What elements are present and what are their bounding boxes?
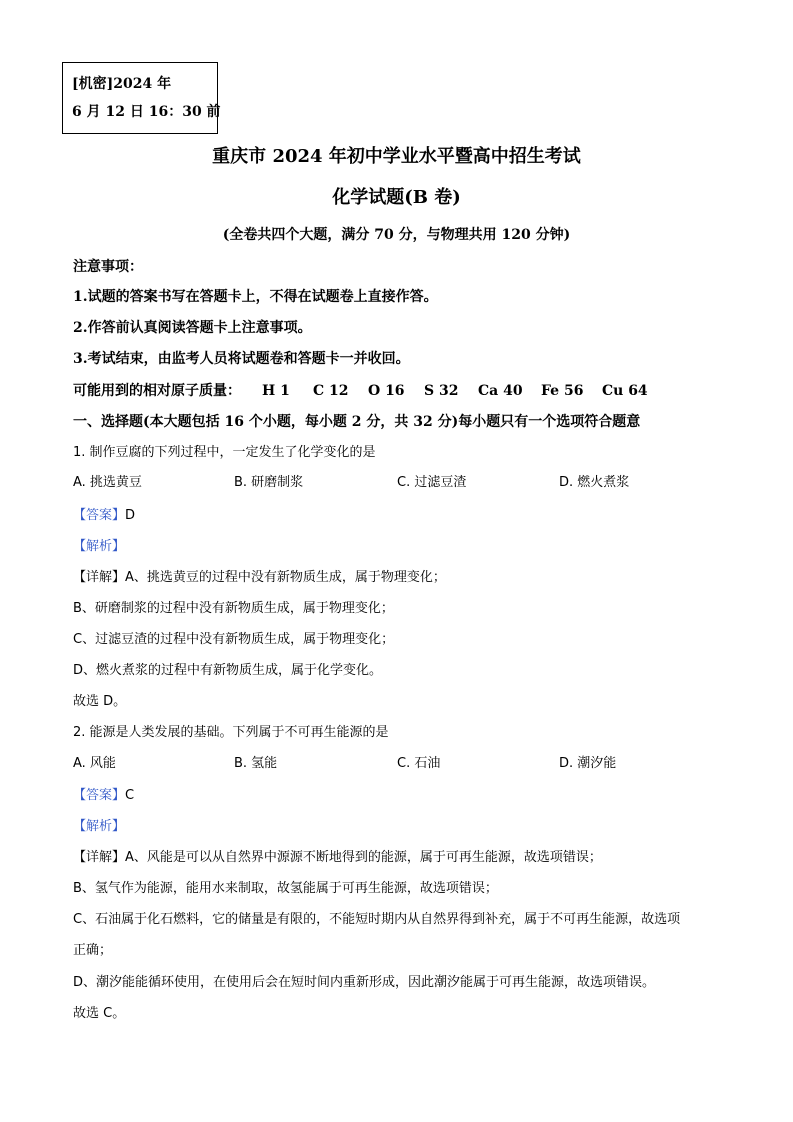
question-2-detail-line-5: D、潮汐能能循环使用，在使用后会在短时间内重新形成，因此潮汐能属于可再生能源，故选项错误。	[73, 975, 656, 990]
detail-text: A、挑选黄豆的过程中没有新物质生成，属于物理变化；	[125, 570, 446, 585]
question-2-option-d: D. 潮汐能	[559, 756, 617, 771]
question-2-option-b: B. 氢能	[234, 756, 278, 771]
question-2-option-a: A. 风能	[73, 756, 116, 771]
atomic-mass-o: O 16	[368, 383, 405, 399]
question-1-detail-line-1	[73, 568, 446, 588]
answer-value: C	[125, 788, 135, 803]
question-1-option-d: D. 燃火煮浆	[559, 475, 630, 490]
question-1-stem: 1. 制作豆腐的下列过程中，一定发生了化学变化的是	[73, 445, 376, 460]
answer-label: 【答案】	[73, 508, 126, 523]
question-2-detail-line-2: B、氢气作为能源，能用水来制取，故氢能属于可再生能源，故选项错误；	[73, 881, 498, 896]
atomic-mass-s: S 32	[424, 383, 459, 399]
exam-title: 重庆市 2024 年初中学业水平暨高中招生考试	[212, 146, 581, 167]
question-2-detail-line-3: C、石油属于化石燃料，它的储量是有限的，不能短时期内从自然界得到补充，属于不可再生能源，故选项	[73, 912, 681, 927]
detail-label: 【详解】	[73, 850, 126, 865]
detail-label: 【详解】	[73, 570, 126, 585]
confidential-line-2: 6 月 12 日 16：30 前	[72, 104, 221, 120]
question-1-answer	[73, 506, 135, 526]
question-2-analysis-label: 【解析】	[73, 819, 126, 834]
question-2-detail-line-4: 正确；	[73, 943, 113, 958]
atomic-mass-c: C 12	[313, 383, 349, 399]
confidential-box	[62, 62, 221, 134]
instruction-item-3: 3.考试结束，由监考人员将试题卷和答题卡一并收回。	[73, 351, 410, 367]
question-2-stem: 2. 能源是人类发展的基础。下列属于不可再生能源的是	[73, 725, 389, 740]
question-1-option-b: B. 研磨制浆	[234, 475, 304, 490]
question-1-option-c: C. 过滤豆渣	[397, 475, 467, 490]
question-1-detail-line-4: D、燃火煮浆的过程中有新物质生成，属于化学变化。	[73, 663, 383, 678]
question-2-detail-line-1	[73, 848, 602, 868]
atomic-mass-cu: Cu 64	[602, 383, 648, 399]
answer-label: 【答案】	[73, 788, 126, 803]
detail-text: A、风能是可以从自然界中源源不断地得到的能源，属于可再生能源，故选项错误；	[125, 850, 602, 865]
atomic-mass-h: H 1	[262, 383, 290, 399]
confidential-line-1: [机密]2024 年	[72, 76, 172, 92]
question-1-detail-line-2: B、研磨制浆的过程中没有新物质生成，属于物理变化；	[73, 601, 394, 616]
question-2-answer	[73, 786, 134, 806]
atomic-mass-ca: Ca 40	[478, 383, 523, 399]
answer-value: D	[125, 508, 136, 523]
question-1-option-a: A. 挑选黄豆	[73, 475, 142, 490]
atomic-mass-line	[73, 381, 241, 401]
atomic-mass-label: 可能用到的相对原子质量：	[73, 383, 241, 399]
exam-note: (全卷共四个大题，满分 70 分，与物理共用 120 分钟)	[222, 227, 571, 243]
question-2-conclusion: 故选 C。	[73, 1006, 126, 1021]
instructions-heading: 注意事项：	[73, 259, 143, 275]
instruction-item-2: 2.作答前认真阅读答题卡上注意事项。	[73, 320, 312, 336]
question-1-detail-line-3: C、过滤豆渣的过程中没有新物质生成，属于物理变化；	[73, 632, 395, 647]
question-1-analysis-label: 【解析】	[73, 539, 126, 554]
question-1-conclusion: 故选 D。	[73, 694, 127, 709]
atomic-mass-fe: Fe 56	[541, 383, 584, 399]
instruction-item-1: 1.试题的答案书写在答题卡上，不得在试题卷上直接作答。	[73, 289, 438, 305]
exam-subtitle: 化学试题(B 卷)	[332, 187, 461, 208]
section-heading: 一、选择题(本大题包括 16 个小题，每小题 2 分，共 32 分)每小题只有一个选项符合题意	[73, 414, 641, 430]
question-2-option-c: C. 石油	[397, 756, 441, 771]
